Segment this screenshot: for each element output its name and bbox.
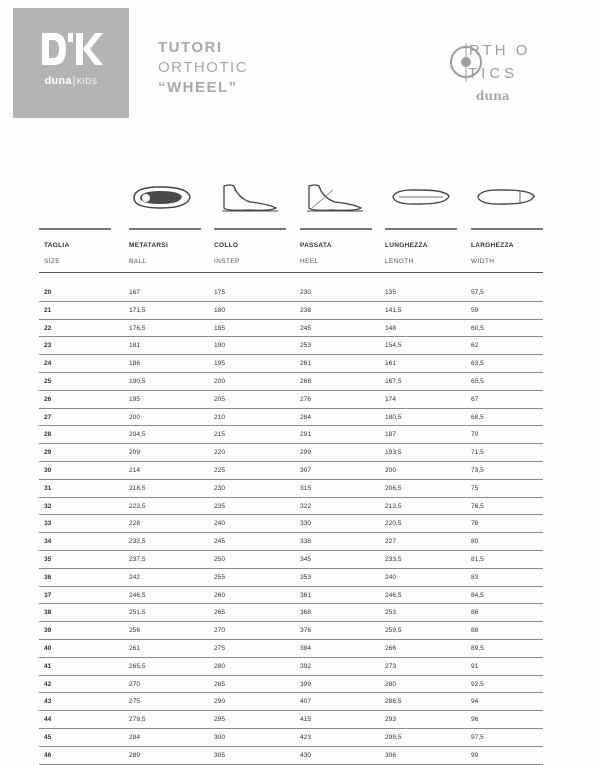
insole-width-icon: [474, 180, 538, 214]
header-top-rule-ball: [129, 228, 201, 232]
measure-cell: 268: [300, 377, 312, 385]
measure-cell: 209: [129, 449, 141, 457]
table-row: [39, 622, 543, 640]
measure-cell: 273: [385, 662, 397, 670]
table-row: [39, 604, 543, 622]
measure-cell: 190,5: [129, 377, 146, 385]
measure-cell: 279,5: [129, 716, 146, 724]
table-row: [39, 480, 543, 498]
measure-cell: 227: [385, 538, 397, 546]
measure-cell: 68,5: [471, 413, 484, 421]
measure-cell: 240: [385, 573, 397, 581]
measure-cell: 280: [214, 662, 226, 670]
measure-cell: 240: [214, 520, 226, 528]
measure-cell: 83: [471, 573, 479, 581]
orthotics-text-bottom: TICS: [468, 65, 519, 82]
measure-cell: 384: [300, 644, 312, 652]
measure-cell: 315: [300, 484, 312, 492]
size-cell: 27: [44, 413, 52, 421]
measure-cell: 71,5: [471, 449, 484, 457]
table-row: [39, 302, 543, 320]
measure-cell: 291: [300, 431, 312, 439]
measure-cell: 220,5: [385, 520, 402, 528]
measure-cell: 430: [300, 751, 312, 759]
header-ball-en: BALL: [129, 258, 147, 265]
size-cell: 26: [44, 395, 52, 403]
header-instep-it: COLLO: [214, 242, 239, 249]
header-top-rule-length: [385, 228, 457, 232]
measure-cell: 176,5: [129, 324, 146, 332]
measure-cell: 186: [129, 360, 141, 368]
table-row: [39, 747, 543, 765]
measure-cell: 266: [385, 644, 397, 652]
measure-cell: 148: [385, 324, 397, 332]
measure-cell: 251,5: [129, 609, 146, 617]
measure-cell: 261: [300, 360, 312, 368]
size-cell: 37: [44, 591, 52, 599]
measure-cell: 368: [300, 609, 312, 617]
insole-ball-icon: [130, 180, 194, 214]
measure-cell: 306: [385, 751, 397, 759]
measure-cell: 225: [214, 466, 226, 474]
table-row: [39, 498, 543, 516]
table-row: [39, 658, 543, 676]
table-row: [39, 676, 543, 694]
size-cell: 24: [44, 360, 52, 368]
measure-cell: 276: [300, 395, 312, 403]
size-cell: 46: [44, 751, 52, 759]
measure-cell: 190: [214, 342, 226, 350]
header-heel-it: PASSATA: [300, 242, 332, 249]
size-cell: 44: [44, 716, 52, 724]
measure-cell: 270: [214, 627, 226, 635]
size-cell: 36: [44, 573, 52, 581]
measure-cell: 228: [129, 520, 141, 528]
table-row: [39, 409, 543, 427]
size-cell: 28: [44, 431, 52, 439]
measure-cell: 253: [385, 609, 397, 617]
size-cell: 30: [44, 466, 52, 474]
size-cell: 45: [44, 733, 52, 741]
measure-cell: 220: [214, 449, 226, 457]
measure-cell: 97,5: [471, 733, 484, 741]
table-row: [39, 729, 543, 747]
measure-cell: 200: [129, 413, 141, 421]
measure-cell: 89,5: [471, 644, 484, 652]
measure-cell: 392: [300, 662, 312, 670]
measure-cell: 73,5: [471, 466, 484, 474]
orthotics-brand-logo: [446, 38, 556, 108]
measure-cell: 253: [300, 342, 312, 350]
measure-cell: 94: [471, 698, 479, 706]
measure-cell: 330: [300, 520, 312, 528]
measure-cell: 299: [300, 449, 312, 457]
measure-cell: 223,5: [129, 502, 146, 510]
measure-cell: 84,5: [471, 591, 484, 599]
size-cell: 21: [44, 306, 52, 314]
size-cell: 38: [44, 609, 52, 617]
measure-cell: 210: [214, 413, 226, 421]
measure-cell: 338: [300, 538, 312, 546]
header-size-en: SIZE: [44, 258, 61, 265]
header-bottom-rule: [39, 272, 543, 273]
measure-cell: 70: [471, 431, 479, 439]
table-row: [39, 391, 543, 409]
size-cell: 35: [44, 555, 52, 563]
measure-cell: 92,5: [471, 680, 484, 688]
measure-cell: 175: [214, 289, 226, 296]
measure-cell: 246,5: [385, 591, 402, 599]
measure-cell: 195: [214, 360, 226, 368]
measure-cell: 238: [300, 306, 312, 314]
measure-cell: 353: [300, 573, 312, 581]
header-size-it: TAGLIA: [44, 242, 70, 249]
table-row: [39, 426, 543, 444]
measure-cell: 185: [214, 324, 226, 332]
measure-cell: 180: [214, 306, 226, 314]
measure-cell: 259,5: [385, 627, 402, 635]
measure-cell: 265: [214, 609, 226, 617]
size-cell: 22: [44, 324, 52, 332]
measure-cell: 245: [300, 324, 312, 332]
measure-cell: 60,5: [471, 324, 484, 332]
measure-cell: 193,5: [385, 449, 402, 457]
header-length-it: LUNGHEZZA: [385, 242, 428, 249]
size-cell: 23: [44, 342, 52, 350]
header-length-en: LENGTH: [385, 258, 414, 265]
table-row: [39, 640, 543, 658]
measure-cell: 230: [214, 484, 226, 492]
measure-cell: 284: [129, 733, 141, 741]
measure-cell: 289: [129, 751, 141, 759]
orthotics-text-top: RTH O: [469, 42, 531, 59]
measure-cell: 322: [300, 502, 312, 510]
measure-cell: 275: [129, 698, 141, 706]
product-title: [158, 38, 248, 98]
size-cell: 29: [44, 449, 52, 457]
measure-cell: 242: [129, 573, 141, 581]
header-top-rule-instep: [214, 228, 286, 232]
table-row: [39, 462, 543, 480]
table-row: [39, 711, 543, 729]
measure-cell: 167,5: [385, 377, 402, 385]
measure-cell: 174: [385, 395, 397, 403]
measure-cell: 195: [129, 395, 141, 403]
size-cell: 40: [44, 644, 52, 652]
measure-cell: 218,5: [129, 484, 146, 492]
foot-instep-icon: [218, 180, 282, 214]
measure-cell: 141,5: [385, 306, 402, 314]
measure-cell: 63,5: [471, 360, 484, 368]
foot-heel-icon: [303, 180, 367, 214]
measure-cell: 286,5: [385, 698, 402, 706]
measure-cell: 270: [129, 680, 141, 688]
table-row: [39, 320, 543, 338]
measure-cell: 67: [471, 395, 479, 403]
measure-cell: 167: [129, 289, 141, 296]
dk-logo-mark: [39, 29, 105, 69]
table-row: [39, 337, 543, 355]
measure-cell: 215: [214, 431, 226, 439]
measure-cell: 305: [214, 751, 226, 759]
header-top-rule-width: [471, 228, 543, 232]
measure-cell: 80: [471, 538, 479, 546]
measure-cell: 200: [214, 377, 226, 385]
measure-cell: 290: [214, 698, 226, 706]
size-cell: 42: [44, 680, 52, 688]
measure-cell: 78: [471, 520, 479, 528]
measure-cell: 423: [300, 733, 312, 741]
header-instep-en: INSTEP: [214, 258, 240, 265]
header-ball-it: METATARSI: [129, 242, 169, 249]
measure-cell: 200: [385, 466, 397, 474]
size-cell: 31: [44, 484, 52, 492]
measure-cell: 407: [300, 698, 312, 706]
logo-subtitle: duna|KIDS: [44, 75, 98, 87]
measure-cell: 96: [471, 716, 479, 724]
measure-cell: 284: [300, 413, 312, 421]
header-heel-en: HEEL: [300, 258, 319, 265]
size-cell: 34: [44, 538, 52, 546]
header-width-it: LARGHEZZA: [471, 242, 514, 249]
table-row: [39, 693, 543, 711]
measure-cell: 260: [214, 591, 226, 599]
orthotics-brand-name: duna: [476, 89, 510, 103]
measure-cell: 88: [471, 627, 479, 635]
size-cell: 41: [44, 662, 52, 670]
measure-cell: 235: [214, 502, 226, 510]
table-row: [39, 587, 543, 605]
measure-cell: 261: [129, 644, 141, 652]
measure-cell: 246,5: [129, 591, 146, 599]
measure-cell: 250: [214, 555, 226, 563]
size-cell: 39: [44, 627, 52, 635]
measure-cell: 399: [300, 680, 312, 688]
measure-cell: 206,5: [385, 484, 402, 492]
measure-cell: 255: [214, 573, 226, 581]
measure-cell: 75: [471, 484, 479, 492]
measure-cell: 213,5: [385, 502, 402, 510]
title-line-2: ORTHOTIC: [158, 59, 249, 76]
measure-cell: 62: [471, 342, 479, 350]
table-row: [39, 355, 543, 373]
measure-cell: 237,5: [129, 555, 146, 563]
measure-cell: 204,5: [129, 431, 146, 439]
measure-cell: 180,5: [385, 413, 402, 421]
title-line-3: “WHEEL”: [158, 79, 238, 96]
insole-length-icon: [389, 180, 453, 214]
header-width-en: WIDTH: [471, 258, 495, 265]
measure-cell: 65,5: [471, 377, 484, 385]
measure-cell: 99: [471, 751, 479, 759]
measure-cell: 86: [471, 609, 479, 617]
table-row: [39, 373, 543, 391]
measure-cell: 307: [300, 466, 312, 474]
size-cell: 43: [44, 698, 52, 706]
measure-cell: 361: [300, 591, 312, 599]
measure-cell: 295: [214, 716, 226, 724]
table-row: [39, 551, 543, 569]
table-row: [39, 533, 543, 551]
measure-cell: 154,5: [385, 342, 402, 350]
measure-cell: 265,5: [129, 662, 146, 670]
size-cell: 32: [44, 502, 52, 510]
measure-cell: 57,5: [471, 289, 484, 296]
title-line-1: TUTORI: [158, 39, 223, 56]
table-row: [39, 444, 543, 462]
measure-cell: 76,5: [471, 502, 484, 510]
measure-cell: 205: [214, 395, 226, 403]
size-cell: 33: [44, 520, 52, 528]
table-body: [39, 284, 543, 765]
measure-cell: 256: [129, 627, 141, 635]
measure-cell: 187: [385, 431, 397, 439]
measure-cell: 181: [129, 342, 141, 350]
measure-cell: 345: [300, 555, 312, 563]
measure-cell: 81,5: [471, 555, 484, 563]
measure-cell: 135: [385, 289, 397, 296]
measure-cell: 232,5: [129, 538, 146, 546]
measure-cell: 171,5: [129, 306, 146, 314]
header-top-rule-heel: [300, 228, 372, 232]
measure-cell: 275: [214, 644, 226, 652]
measure-cell: 91: [471, 662, 479, 670]
measure-cell: 161: [385, 360, 397, 368]
measure-cell: 376: [300, 627, 312, 635]
measure-cell: 293: [385, 716, 397, 724]
measure-cell: 214: [129, 466, 141, 474]
measure-cell: 300: [214, 733, 226, 741]
size-cell: 20: [44, 289, 52, 296]
measure-cell: 245: [214, 538, 226, 546]
measure-cell: 299,5: [385, 733, 402, 741]
table-row: [39, 284, 543, 302]
measure-cell: 280: [385, 680, 397, 688]
measure-cell: 285: [214, 680, 226, 688]
measure-cell: 230: [300, 289, 312, 296]
measure-cell: 233,5: [385, 555, 402, 563]
brand-logo: [13, 8, 129, 118]
measure-cell: 59: [471, 306, 479, 314]
table-row: [39, 515, 543, 533]
table-row: [39, 569, 543, 587]
header-top-rule-size: [39, 228, 111, 232]
size-cell: 25: [44, 377, 52, 385]
measure-cell: 415: [300, 716, 312, 724]
